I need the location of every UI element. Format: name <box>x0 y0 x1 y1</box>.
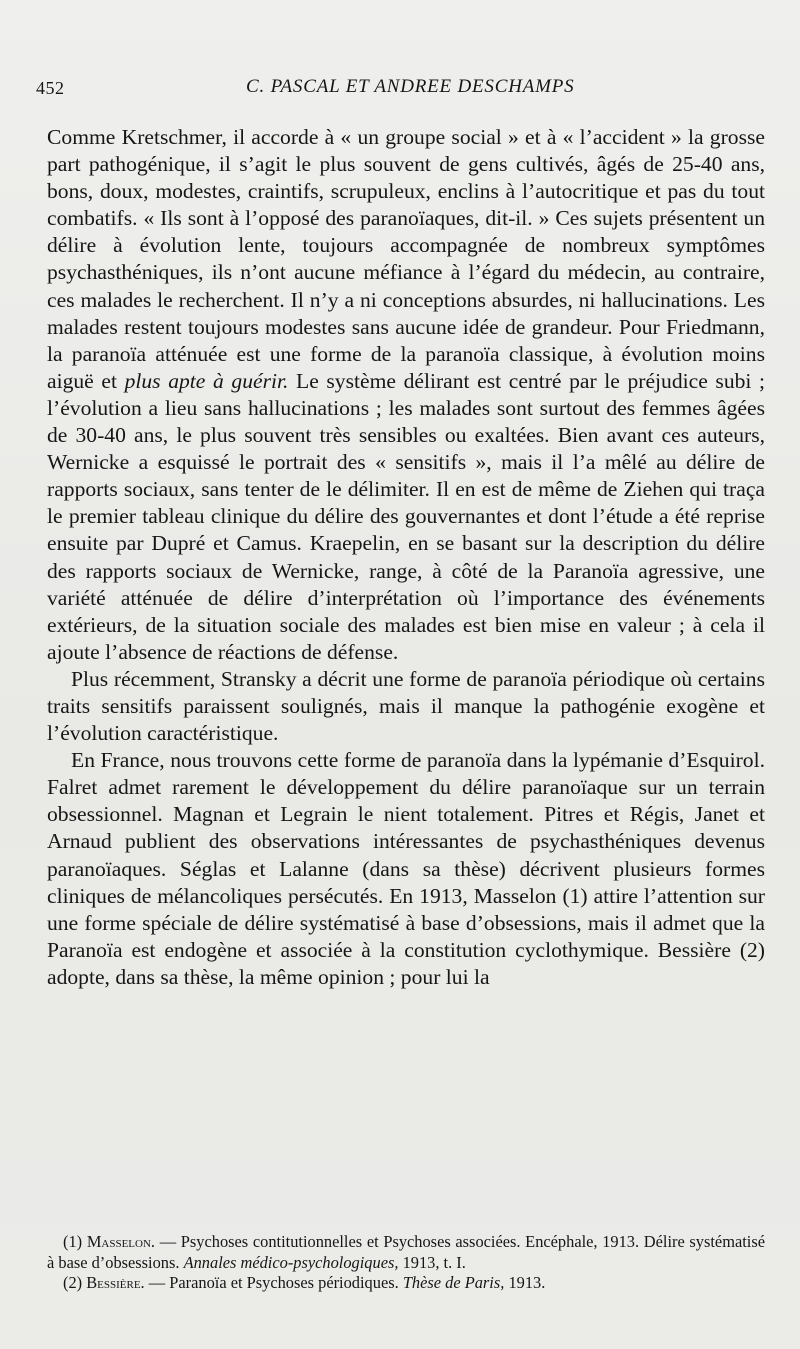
footnote-2-journal: Thèse de Paris, <box>402 1273 505 1292</box>
paragraph-3: En France, nous trouvons cette forme de paranoïa dans la lypémanie d’Esquirol. Falret admet rarement le développement du délire paranoïaque sur un terrain obsessionnel. Magnan et Legrain le nient totalement. Pitres et Régis, Janet et Arnaud publient des observations intéressantes de psychasthéniques devenus paranoïaques. Séglas et Lalanne (dans sa thèse) décrivent plusieurs formes cliniques de mélancoliques persécutés. En 1913, Masselon (1) attire l’attention sur une forme spéciale de délire systématisé à base d’obsessions, mais il admet que la Paranoïa est endogène et associée à la constitution cyclothymique. Bessière (2) adopte, dans sa thèse, la même opinion ; pour lui la <box>47 748 765 989</box>
paragraph-2: Plus récemment, Stransky a décrit une forme de paranoïa périodique où certains traits sensitifs paraissent soulignés, mais il manque la pathogénie exogène et l’évolution caractéristique. <box>47 666 765 746</box>
paragraph-1-italic: plus apte à guérir. <box>124 368 289 393</box>
paragraph-1-text-b: Le système délirant est centré par le préjudice subi ; l’évolution a lieu sans hallucinations ; les malades sont surtout des femmes âgées de 30-40 ans, le plus souvent très sensibles ou exaltées. Bien avant ces auteurs, Wernicke a esquissé le portrait des « sensitifs », mais il l’a mêlé au délire de rapports sociaux, sans tenter de le délimiter. Il en est de même de Ziehen qui traça le premier tableau clinique du délire des gouvernantes et dont l’étude a été reprise ensuite par Dupré et Camus. Kraepelin, en se basant sur la description du délire des rapports sociaux de Wernicke, range, à côté de la Paranoïa agressive, une variété atténuée de délire d’interprétation où l’importance des événements extérieurs, de la situation sociale des malades est bien mise en valeur ; à cela il ajoute l’absence de réactions de défense. <box>47 368 766 664</box>
footnote-2-tail: 1913. <box>508 1273 546 1292</box>
footnote-1-text: — Psychoses contitutionnelles et Psychoses associées. Encéphale, 1913. Délire systématisé à base d’obsessions. <box>47 1232 765 1272</box>
page-header <box>36 74 760 102</box>
footnote-2 <box>47 1273 765 1294</box>
footnote-2-number: (2) <box>63 1273 83 1292</box>
footnote-1-number: (1) <box>63 1232 83 1251</box>
footnote-2-author: Bessière. <box>86 1273 145 1292</box>
footnote-1-tail: 1913, t. I. <box>402 1252 466 1272</box>
footnote-1 <box>47 1232 765 1273</box>
footnote-2-text: — Paranoïa et Psychoses périodiques. <box>148 1273 399 1292</box>
body-text <box>47 124 765 991</box>
footnotes <box>47 1232 765 1294</box>
paragraph-1-text-a: Comme Kretschmer, il accorde à « un groupe social » et à « l’accident » la grosse part pathogénique, il s’agit le plus souvent de gens cultivés, âgés de 25-40 ans, bons, doux, modestes, craintifs, scrupuleux, enclins à l’autocritique et pas du tout combatifs. « Ils sont à l’opposé des paranoïaques, dit-il. » Ces sujets présentent un délire à évolution lente, toujours accompagnée de nombreux symptômes psychasthéniques, ils n’ont aucune méfiance à l’égard du médecin, au contraire, ces malades le recherchent. Il n’y a ni conceptions absurdes, ni hallucinations. Les malades restent toujours modestes sans aucune idée de grandeur. Pour Friedmann, la paranoïa atténuée est une forme de la paranoïa classique, à évolution moins aiguë et <box>47 125 765 393</box>
paragraph-1 <box>47 124 765 666</box>
footnote-1-journal: Annales médico-psychologiques, <box>183 1252 399 1272</box>
footnote-1-author: Masselon. <box>86 1232 156 1251</box>
page-number: 452 <box>36 78 65 98</box>
running-head: C. PASCAL ET ANDREE DESCHAMPS <box>246 76 575 97</box>
